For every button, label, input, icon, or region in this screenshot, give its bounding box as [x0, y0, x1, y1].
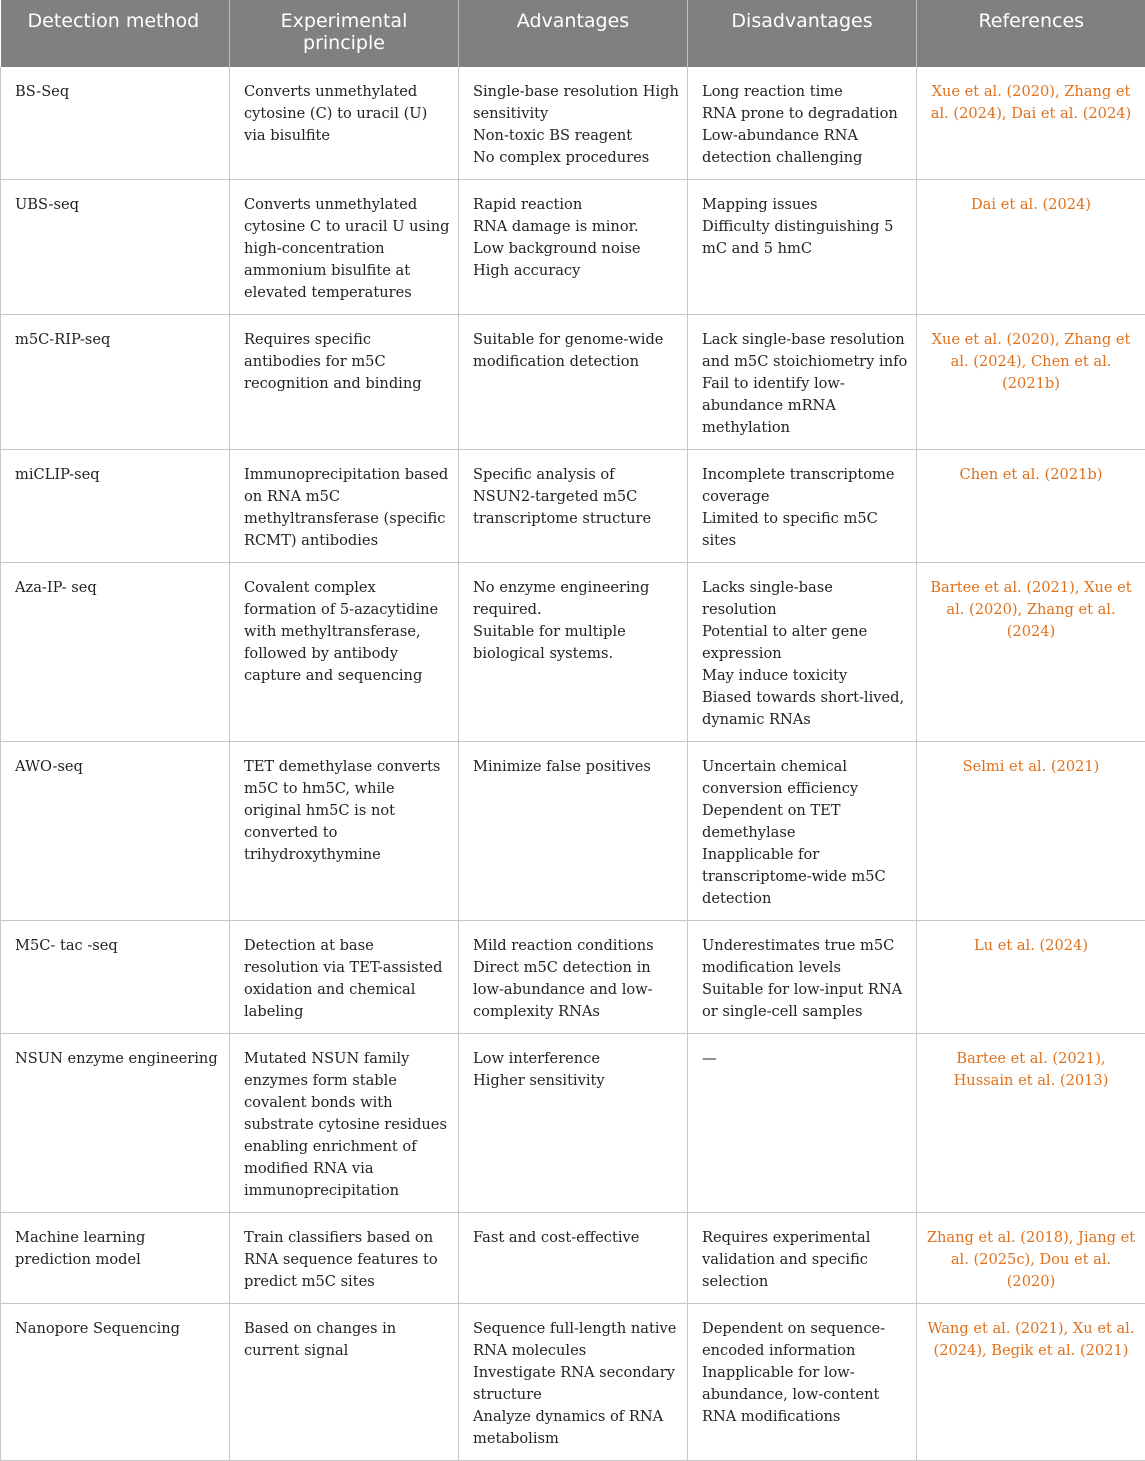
- advantages-cell: [459, 1213, 688, 1304]
- advantages-cell: [459, 1304, 688, 1461]
- advantage-item: Suitable for multiple biological systems.: [473, 621, 679, 665]
- principle-cell: Requires specific antibodies for m5C recognition and binding: [230, 315, 459, 450]
- principle-cell: Train classifiers based on RNA sequence features to predict m5C sites: [230, 1213, 459, 1304]
- advantages-cell: [459, 450, 688, 563]
- references-cell: Bartee et al. (2021), Xue et al. (2020), Zhang et al. (2024): [917, 563, 1145, 742]
- advantage-item: Direct m5C detection in low-abundance and low-complexity RNAs: [473, 957, 679, 1023]
- advantage-item: Low background noise: [473, 238, 679, 260]
- disadvantage-item: Inapplicable for transcriptome-wide m5C detection: [702, 844, 908, 910]
- advantages-cell: [459, 921, 688, 1034]
- disadvantage-item: Biased towards short-lived, dynamic RNAs: [702, 687, 908, 731]
- disadvantage-item: Incomplete transcriptome coverage: [702, 464, 908, 508]
- method-cell: Nanopore Sequencing: [1, 1304, 230, 1461]
- disadvantages-cell: [688, 67, 917, 180]
- advantage-item: Specific analysis of NSUN2-targeted m5C transcriptome structure: [473, 464, 679, 530]
- principle-cell: TET demethylase converts m5C to hm5C, while original hm5C is not converted to trihydroxythymine: [230, 742, 459, 921]
- advantage-item: Rapid reaction: [473, 194, 679, 216]
- table-row: [1, 742, 1145, 921]
- references-cell: Lu et al. (2024): [917, 921, 1145, 1034]
- method-cell: UBS-seq: [1, 180, 230, 315]
- header-advantages: Advantages: [459, 0, 688, 67]
- method-cell: miCLIP-seq: [1, 450, 230, 563]
- principle-cell: Covalent complex formation of 5-azacytidine with methyltransferase, followed by antibody capture and sequencing: [230, 563, 459, 742]
- advantage-item: RNA damage is minor.: [473, 216, 679, 238]
- method-cell: BS-Seq: [1, 67, 230, 180]
- table-row: [1, 315, 1145, 450]
- disadvantage-item: Uncertain chemical conversion efficiency: [702, 756, 908, 800]
- advantage-item: No complex procedures: [473, 147, 679, 169]
- references-cell: Dai et al. (2024): [917, 180, 1145, 315]
- table-row: [1, 67, 1145, 180]
- advantages-cell: [459, 180, 688, 315]
- principle-cell: Converts unmethylated cytosine C to uracil U using high-concentration ammonium bisulfite at elevated temperatures: [230, 180, 459, 315]
- principle-cell: Immunoprecipitation based on RNA m5C methyltransferase (specific RCMT) antibodies: [230, 450, 459, 563]
- header-references: References: [917, 0, 1145, 67]
- advantage-item: Fast and cost-effective: [473, 1227, 679, 1249]
- table-row: [1, 1304, 1145, 1461]
- method-cell: NSUN enzyme engineering: [1, 1034, 230, 1213]
- advantage-item: Investigate RNA secondary structure: [473, 1362, 679, 1406]
- method-cell: Machine learning prediction model: [1, 1213, 230, 1304]
- method-cell: Aza-IP- seq: [1, 563, 230, 742]
- disadvantages-cell: [688, 1304, 917, 1461]
- principle-cell: Based on changes in current signal: [230, 1304, 459, 1461]
- advantages-cell: [459, 742, 688, 921]
- disadvantage-item: Underestimates true m5C modification levels: [702, 935, 908, 979]
- table-row: [1, 563, 1145, 742]
- references-cell: Bartee et al. (2021), Hussain et al. (2013): [917, 1034, 1145, 1213]
- table-row: [1, 1034, 1145, 1213]
- advantage-item: Single-base resolution High sensitivity: [473, 81, 679, 125]
- advantage-item: Mild reaction conditions: [473, 935, 679, 957]
- table-body: [1, 67, 1145, 1461]
- header-detection-method: Detection method: [1, 0, 230, 67]
- disadvantage-item: Difficulty distinguishing 5 mC and 5 hmC: [702, 216, 908, 260]
- disadvantages-cell: [688, 742, 917, 921]
- disadvantages-cell: [688, 180, 917, 315]
- table-row: [1, 450, 1145, 563]
- disadvantage-item: Potential to alter gene expression: [702, 621, 908, 665]
- header-disadvantages: Disadvantages: [688, 0, 917, 67]
- advantage-item: Minimize false positives: [473, 756, 679, 778]
- disadvantage-item: May induce toxicity: [702, 665, 908, 687]
- header-row: [1, 0, 1145, 67]
- disadvantages-cell: [688, 1034, 917, 1213]
- advantage-item: Analyze dynamics of RNA metabolism: [473, 1406, 679, 1450]
- advantages-cell: [459, 67, 688, 180]
- references-cell: Xue et al. (2020), Zhang et al. (2024), Chen et al. (2021b): [917, 315, 1145, 450]
- method-cell: m5C-RIP-seq: [1, 315, 230, 450]
- table-header: [1, 0, 1145, 67]
- method-cell: AWO-seq: [1, 742, 230, 921]
- disadvantage-item: Dependent on TET demethylase: [702, 800, 908, 844]
- advantages-cell: [459, 1034, 688, 1213]
- references-cell: Zhang et al. (2018), Jiang et al. (2025c), Dou et al. (2020): [917, 1213, 1145, 1304]
- principle-cell: Mutated NSUN family enzymes form stable covalent bonds with substrate cytosine residues enabling enrichment of modified RNA via immunoprecipitation: [230, 1034, 459, 1213]
- advantage-item: Suitable for genome-wide modification detection: [473, 329, 679, 373]
- disadvantage-item: Long reaction time: [702, 81, 908, 103]
- advantage-item: Sequence full-length native RNA molecules: [473, 1318, 679, 1362]
- advantage-item: Higher sensitivity: [473, 1070, 679, 1092]
- disadvantage-item: Fail to identify low-abundance mRNA methylation: [702, 373, 908, 439]
- disadvantage-item: Suitable for low-input RNA or single-cell samples: [702, 979, 908, 1023]
- references-cell: Selmi et al. (2021): [917, 742, 1145, 921]
- references-cell: Chen et al. (2021b): [917, 450, 1145, 563]
- disadvantages-cell: [688, 921, 917, 1034]
- disadvantages-cell: [688, 563, 917, 742]
- disadvantage-item: Requires experimental validation and specific selection: [702, 1227, 908, 1293]
- disadvantage-item: Lacks single-base resolution: [702, 577, 908, 621]
- principle-cell: Converts unmethylated cytosine (C) to uracil (U) via bisulfite: [230, 67, 459, 180]
- disadvantage-item: RNA prone to degradation: [702, 103, 908, 125]
- method-cell: M5C- tac -seq: [1, 921, 230, 1034]
- advantage-item: No enzyme engineering required.: [473, 577, 679, 621]
- table-row: [1, 921, 1145, 1034]
- disadvantages-cell: [688, 450, 917, 563]
- advantage-item: Non-toxic BS reagent: [473, 125, 679, 147]
- disadvantages-cell: [688, 1213, 917, 1304]
- disadvantages-cell: [688, 315, 917, 450]
- advantages-cell: [459, 563, 688, 742]
- disadvantage-item: —: [702, 1048, 908, 1070]
- disadvantage-item: Limited to specific m5C sites: [702, 508, 908, 552]
- references-cell: Xue et al. (2020), Zhang et al. (2024), Dai et al. (2024): [917, 67, 1145, 180]
- advantage-item: High accuracy: [473, 260, 679, 282]
- principle-cell: Detection at base resolution via TET-assisted oxidation and chemical labeling: [230, 921, 459, 1034]
- disadvantage-item: Lack single-base resolution and m5C stoichiometry info: [702, 329, 908, 373]
- table-row: [1, 1213, 1145, 1304]
- advantages-cell: [459, 315, 688, 450]
- disadvantage-item: Dependent on sequence-encoded information Inapplicable for low-abundance, low-content RNA modifications: [702, 1318, 908, 1428]
- advantage-item: Low interference: [473, 1048, 679, 1070]
- disadvantage-item: Low-abundance RNA detection challenging: [702, 125, 908, 169]
- table-row: [1, 180, 1145, 315]
- references-cell: Wang et al. (2021), Xu et al. (2024), Begik et al. (2021): [917, 1304, 1145, 1461]
- disadvantage-item: Mapping issues: [702, 194, 908, 216]
- header-experimental-principle: Experimental principle: [230, 0, 459, 67]
